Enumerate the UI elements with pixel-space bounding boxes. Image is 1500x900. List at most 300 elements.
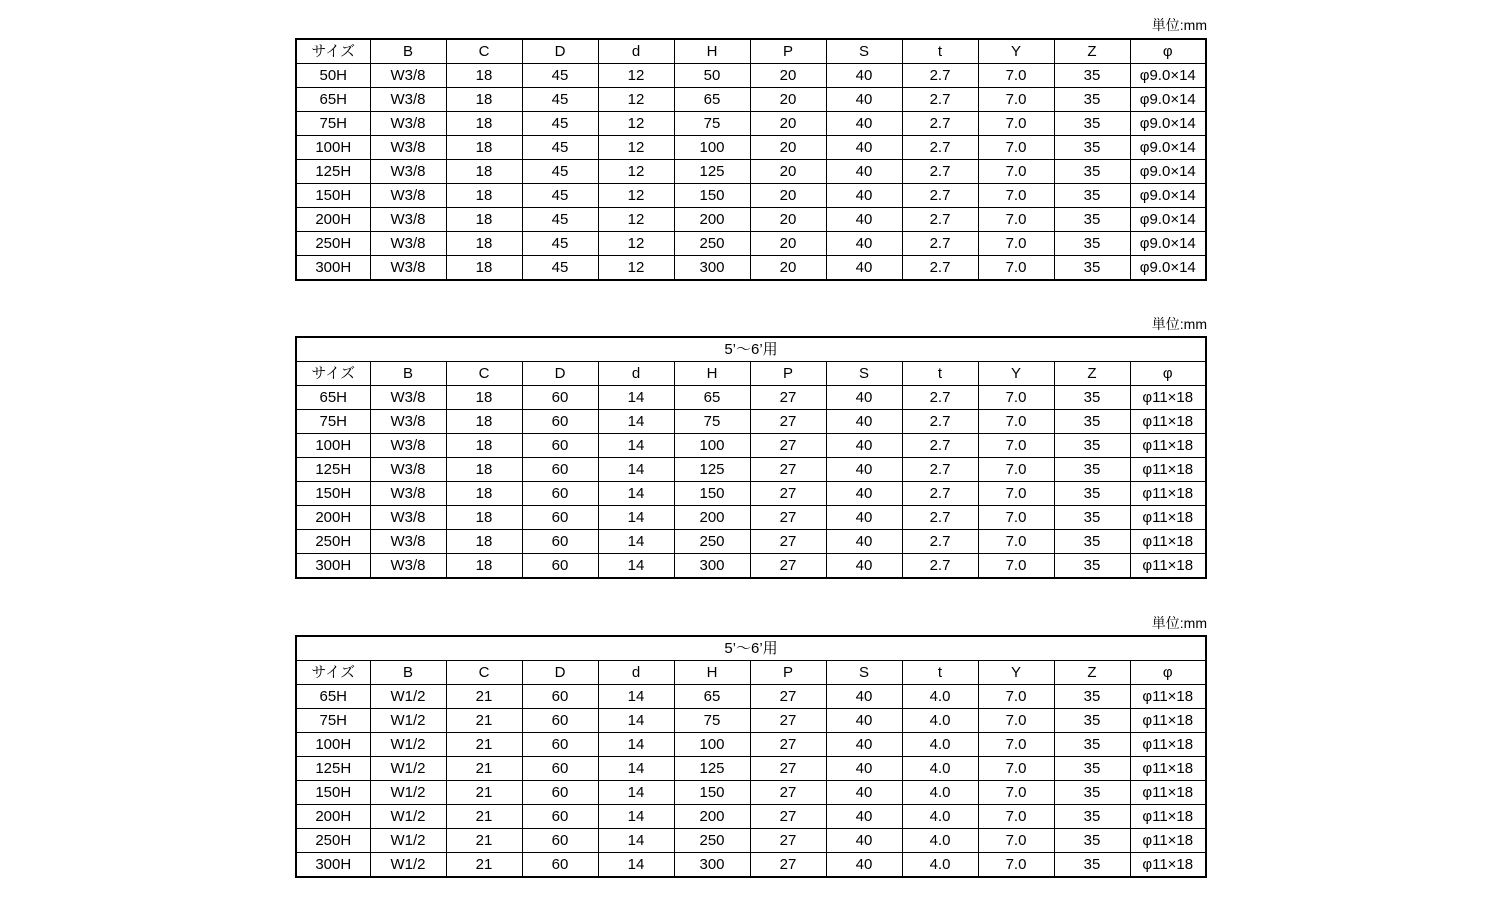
table-cell: 7.0 (978, 506, 1054, 530)
table-cell: 300 (674, 554, 750, 579)
table-cell: 35 (1054, 256, 1130, 281)
table-cell: W3/8 (370, 160, 446, 184)
table-cell: W3/8 (370, 208, 446, 232)
table-cell: 40 (826, 386, 902, 410)
table-cell: 45 (522, 112, 598, 136)
table-cell: 18 (446, 88, 522, 112)
table-cell: 4.0 (902, 685, 978, 709)
column-header: S (826, 661, 902, 685)
table-cell: 250 (674, 530, 750, 554)
table-cell: 60 (522, 733, 598, 757)
unit-label: 単位:mm (1151, 316, 1207, 332)
table-cell: 2.7 (902, 386, 978, 410)
column-header: d (598, 661, 674, 685)
table-row (296, 805, 1206, 829)
table-cell: W3/8 (370, 112, 446, 136)
table-cell: 4.0 (902, 781, 978, 805)
table-row (296, 530, 1206, 554)
table-cell: 18 (446, 64, 522, 88)
table-cell: φ11×18 (1130, 853, 1206, 878)
table-cell: 4.0 (902, 709, 978, 733)
table-cell: 300H (296, 554, 370, 579)
table-cell: W1/2 (370, 781, 446, 805)
table-cell: φ11×18 (1130, 829, 1206, 853)
unit-label: 単位:mm (1151, 17, 1207, 33)
table-cell: 7.0 (978, 685, 1054, 709)
table-cell: φ11×18 (1130, 410, 1206, 434)
column-header: H (674, 362, 750, 386)
table-cell: 7.0 (978, 482, 1054, 506)
table-row (296, 506, 1206, 530)
table-cell: 40 (826, 482, 902, 506)
table-cell: 75H (296, 410, 370, 434)
table-cell: 12 (598, 208, 674, 232)
table-cell: 40 (826, 232, 902, 256)
table-cell: 7.0 (978, 805, 1054, 829)
column-header: P (750, 362, 826, 386)
table-cell: 2.7 (902, 410, 978, 434)
table-cell: 7.0 (978, 757, 1054, 781)
table-row (296, 88, 1206, 112)
table-cell: 40 (826, 685, 902, 709)
table-row (296, 781, 1206, 805)
table-cell: 7.0 (978, 853, 1054, 878)
column-header: d (598, 362, 674, 386)
table-cell: W3/8 (370, 136, 446, 160)
table-cell: W3/8 (370, 386, 446, 410)
table-cell: 7.0 (978, 434, 1054, 458)
table-cell: 35 (1054, 482, 1130, 506)
table-cell: 14 (598, 434, 674, 458)
table-cell: 125 (674, 458, 750, 482)
table-cell: 200H (296, 506, 370, 530)
table-cell: φ11×18 (1130, 554, 1206, 579)
column-header: t (902, 362, 978, 386)
table-cell: 100 (674, 733, 750, 757)
table-cell: φ11×18 (1130, 757, 1206, 781)
header-row (296, 39, 1206, 64)
table-cell: 18 (446, 386, 522, 410)
table-cell: 150 (674, 184, 750, 208)
table-cell: 35 (1054, 458, 1130, 482)
table-row (296, 757, 1206, 781)
table-cell: 75H (296, 112, 370, 136)
table-cell: 7.0 (978, 208, 1054, 232)
table-cell: 4.0 (902, 757, 978, 781)
table-cell: 60 (522, 530, 598, 554)
table-cell: φ9.0×14 (1130, 232, 1206, 256)
table-cell: φ9.0×14 (1130, 88, 1206, 112)
table-cell: 12 (598, 232, 674, 256)
table-cell: 65 (674, 88, 750, 112)
table-cell: 18 (446, 434, 522, 458)
table-row (296, 184, 1206, 208)
table-cell: W3/8 (370, 232, 446, 256)
table-cell: W3/8 (370, 256, 446, 281)
column-header: φ (1130, 39, 1206, 64)
table-cell: 60 (522, 805, 598, 829)
table-cell: 27 (750, 781, 826, 805)
table-cell: 60 (522, 410, 598, 434)
table-cell: W1/2 (370, 685, 446, 709)
table-cell: 100 (674, 434, 750, 458)
table-cell: 14 (598, 853, 674, 878)
table-cell: 27 (750, 757, 826, 781)
table-cell: 20 (750, 256, 826, 281)
table-row (296, 482, 1206, 506)
table-cell: 21 (446, 805, 522, 829)
table-cell: 12 (598, 160, 674, 184)
table-cell: 7.0 (978, 829, 1054, 853)
column-header: t (902, 39, 978, 64)
table-cell: W1/2 (370, 829, 446, 853)
table-cell: φ11×18 (1130, 781, 1206, 805)
table-cell: φ11×18 (1130, 458, 1206, 482)
table-cell: 21 (446, 709, 522, 733)
table-cell: 200 (674, 506, 750, 530)
table-cell: 65 (674, 685, 750, 709)
table-cell: 150 (674, 781, 750, 805)
table-cell: W3/8 (370, 554, 446, 579)
table-cell: 250 (674, 829, 750, 853)
table-cell: W3/8 (370, 64, 446, 88)
table-caption: 5’～6’用 (296, 636, 1206, 661)
table-cell: 2.7 (902, 208, 978, 232)
table-cell: 60 (522, 709, 598, 733)
table-cell: 35 (1054, 829, 1130, 853)
column-header: B (370, 661, 446, 685)
table-cell: 12 (598, 184, 674, 208)
table-cell: 2.7 (902, 256, 978, 281)
table-cell: 21 (446, 781, 522, 805)
table-cell: 14 (598, 482, 674, 506)
spec-table (295, 336, 1207, 579)
table-cell: 100 (674, 136, 750, 160)
table-cell: 18 (446, 554, 522, 579)
table-cell: φ11×18 (1130, 709, 1206, 733)
table-cell: 35 (1054, 136, 1130, 160)
table-cell: 40 (826, 160, 902, 184)
table-cell: 20 (750, 232, 826, 256)
table-cell: W3/8 (370, 482, 446, 506)
table-cell: φ11×18 (1130, 805, 1206, 829)
table-cell: 18 (446, 530, 522, 554)
column-header: φ (1130, 362, 1206, 386)
table-cell: 75 (674, 709, 750, 733)
column-header: H (674, 39, 750, 64)
table-row (296, 853, 1206, 878)
table-cell: 18 (446, 458, 522, 482)
table-cell: 27 (750, 530, 826, 554)
table-cell: 2.7 (902, 554, 978, 579)
table-cell: 18 (446, 208, 522, 232)
table-cell: 125 (674, 160, 750, 184)
table-cell: 125H (296, 757, 370, 781)
table-cell: 45 (522, 232, 598, 256)
table-cell: 7.0 (978, 64, 1054, 88)
table-cell: 35 (1054, 88, 1130, 112)
table-cell: 18 (446, 482, 522, 506)
table-cell: W3/8 (370, 184, 446, 208)
table-cell: 35 (1054, 410, 1130, 434)
table-cell: φ9.0×14 (1130, 136, 1206, 160)
table-cell: 45 (522, 208, 598, 232)
table-cell: 12 (598, 64, 674, 88)
table-cell: 35 (1054, 160, 1130, 184)
table-cell: 7.0 (978, 530, 1054, 554)
table-cell: φ11×18 (1130, 685, 1206, 709)
table-cell: 60 (522, 506, 598, 530)
table-cell: 65 (674, 386, 750, 410)
table-cell: 40 (826, 208, 902, 232)
table-cell: 65H (296, 88, 370, 112)
table-cell: 21 (446, 733, 522, 757)
table-cell: 150H (296, 781, 370, 805)
table-cell: 35 (1054, 208, 1130, 232)
unit-label: 単位:mm (1151, 615, 1207, 631)
table-cell: 2.7 (902, 530, 978, 554)
table-cell: 14 (598, 506, 674, 530)
table-cell: φ9.0×14 (1130, 256, 1206, 281)
table-cell: 18 (446, 506, 522, 530)
table-row (296, 733, 1206, 757)
table-cell: 18 (446, 136, 522, 160)
table-cell: 27 (750, 554, 826, 579)
table-cell: 40 (826, 530, 902, 554)
table-cell: φ9.0×14 (1130, 112, 1206, 136)
table-row (296, 829, 1206, 853)
table-cell: 2.7 (902, 64, 978, 88)
table-row (296, 256, 1206, 281)
table-cell: 40 (826, 256, 902, 281)
table-cell: 27 (750, 805, 826, 829)
table-cell: 7.0 (978, 386, 1054, 410)
table-cell: 35 (1054, 434, 1130, 458)
table-cell: 18 (446, 232, 522, 256)
table-cell: 7.0 (978, 88, 1054, 112)
table-cell: 20 (750, 184, 826, 208)
table-cell: 40 (826, 112, 902, 136)
table-cell: 2.7 (902, 506, 978, 530)
table-cell: 7.0 (978, 256, 1054, 281)
table-cell: 75 (674, 410, 750, 434)
header-row (296, 661, 1206, 685)
table-cell: 4.0 (902, 733, 978, 757)
table-cell: 65H (296, 685, 370, 709)
table-cell: 27 (750, 853, 826, 878)
table-cell: W1/2 (370, 805, 446, 829)
table-cell: 27 (750, 386, 826, 410)
table-cell: 250H (296, 232, 370, 256)
table-cell: 250H (296, 829, 370, 853)
table-cell: 14 (598, 554, 674, 579)
table-cell: 60 (522, 554, 598, 579)
table-cell: 40 (826, 458, 902, 482)
column-header: サイズ (296, 661, 370, 685)
table-cell: 60 (522, 757, 598, 781)
table-cell: 40 (826, 434, 902, 458)
table-cell: 40 (826, 64, 902, 88)
table-cell: W3/8 (370, 88, 446, 112)
column-header: B (370, 39, 446, 64)
table-cell: φ9.0×14 (1130, 184, 1206, 208)
table-row (296, 208, 1206, 232)
table-cell: W1/2 (370, 733, 446, 757)
table-cell: 14 (598, 709, 674, 733)
table-cell: 2.7 (902, 232, 978, 256)
table-cell: 75 (674, 112, 750, 136)
table-cell: 200H (296, 208, 370, 232)
table-cell: 35 (1054, 554, 1130, 579)
table-cell: 14 (598, 410, 674, 434)
table-cell: 45 (522, 160, 598, 184)
table-row (296, 64, 1206, 88)
table-cell: W3/8 (370, 410, 446, 434)
table-cell: 60 (522, 386, 598, 410)
table-cell: 12 (598, 112, 674, 136)
table-cell: 40 (826, 853, 902, 878)
table-cell: 300 (674, 256, 750, 281)
table-row (296, 112, 1206, 136)
column-header: C (446, 39, 522, 64)
table-cell: 18 (446, 256, 522, 281)
table-cell: 150H (296, 482, 370, 506)
table-caption: 5’～6’用 (296, 337, 1206, 362)
table-cell: 45 (522, 184, 598, 208)
table-cell: 60 (522, 829, 598, 853)
table-cell: 35 (1054, 386, 1130, 410)
table-cell: 27 (750, 434, 826, 458)
table-cell: 14 (598, 805, 674, 829)
table-cell: 14 (598, 733, 674, 757)
table-cell: 20 (750, 136, 826, 160)
table-cell: 12 (598, 88, 674, 112)
table-cell: 40 (826, 757, 902, 781)
table-cell: 2.7 (902, 482, 978, 506)
table-cell: 14 (598, 757, 674, 781)
table-cell: 20 (750, 208, 826, 232)
table-cell: 40 (826, 410, 902, 434)
table-cell: 14 (598, 386, 674, 410)
table-row (296, 554, 1206, 579)
table-cell: 7.0 (978, 709, 1054, 733)
table-cell: W3/8 (370, 506, 446, 530)
table-cell: W3/8 (370, 530, 446, 554)
table-cell: 300H (296, 256, 370, 281)
table-cell: W1/2 (370, 709, 446, 733)
column-header: Z (1054, 661, 1130, 685)
table-cell: 40 (826, 733, 902, 757)
table-cell: W1/2 (370, 853, 446, 878)
table-cell: 20 (750, 64, 826, 88)
table-cell: W3/8 (370, 458, 446, 482)
table-cell: 7.0 (978, 733, 1054, 757)
table-cell: 60 (522, 685, 598, 709)
table-row (296, 709, 1206, 733)
table-row (296, 410, 1206, 434)
table-cell: φ11×18 (1130, 733, 1206, 757)
table-cell: 40 (826, 829, 902, 853)
table-cell: 40 (826, 88, 902, 112)
column-header: S (826, 362, 902, 386)
table-cell: 40 (826, 554, 902, 579)
table-cell: 150 (674, 482, 750, 506)
table-row (296, 386, 1206, 410)
table-row (296, 160, 1206, 184)
table-cell: 35 (1054, 733, 1130, 757)
table-cell: 27 (750, 458, 826, 482)
column-header: P (750, 661, 826, 685)
table-cell: 27 (750, 506, 826, 530)
table-cell: 21 (446, 685, 522, 709)
table-cell: 27 (750, 482, 826, 506)
table-cell: φ11×18 (1130, 530, 1206, 554)
table-cell: 60 (522, 781, 598, 805)
table-cell: 300 (674, 853, 750, 878)
spec-table (295, 38, 1207, 281)
table-row (296, 458, 1206, 482)
table-cell: 7.0 (978, 232, 1054, 256)
table-cell: 2.7 (902, 458, 978, 482)
table-cell: 18 (446, 184, 522, 208)
table-cell: 250H (296, 530, 370, 554)
table-cell: 50H (296, 64, 370, 88)
table-cell: 50 (674, 64, 750, 88)
table-cell: 60 (522, 458, 598, 482)
table-cell: φ11×18 (1130, 434, 1206, 458)
table-cell: φ11×18 (1130, 482, 1206, 506)
table-cell: 14 (598, 685, 674, 709)
table-cell: 35 (1054, 184, 1130, 208)
table-cell: 27 (750, 685, 826, 709)
table-cell: 7.0 (978, 136, 1054, 160)
table-cell: 100H (296, 733, 370, 757)
column-header: d (598, 39, 674, 64)
table-cell: 2.7 (902, 88, 978, 112)
table-cell: 12 (598, 136, 674, 160)
column-header: B (370, 362, 446, 386)
table-cell: 35 (1054, 781, 1130, 805)
column-header: t (902, 661, 978, 685)
table-cell: 14 (598, 829, 674, 853)
header-row (296, 362, 1206, 386)
table-cell: 35 (1054, 64, 1130, 88)
table-cell: 2.7 (902, 184, 978, 208)
table-cell: 21 (446, 829, 522, 853)
table-cell: 65H (296, 386, 370, 410)
table-cell: W3/8 (370, 434, 446, 458)
table-cell: 35 (1054, 805, 1130, 829)
table-cell: φ9.0×14 (1130, 208, 1206, 232)
column-header: サイズ (296, 362, 370, 386)
column-header: Y (978, 362, 1054, 386)
caption-row (296, 636, 1206, 661)
table-cell: 35 (1054, 685, 1130, 709)
column-header: Z (1054, 362, 1130, 386)
table-cell: 300H (296, 853, 370, 878)
table-cell: 7.0 (978, 160, 1054, 184)
table-row (296, 232, 1206, 256)
table-cell: 7.0 (978, 554, 1054, 579)
table-cell: 45 (522, 64, 598, 88)
table-cell: φ11×18 (1130, 386, 1206, 410)
table-cell: 4.0 (902, 805, 978, 829)
table-cell: 35 (1054, 757, 1130, 781)
table-cell: 35 (1054, 709, 1130, 733)
table-cell: 7.0 (978, 781, 1054, 805)
table-cell: 35 (1054, 112, 1130, 136)
column-header: Y (978, 39, 1054, 64)
